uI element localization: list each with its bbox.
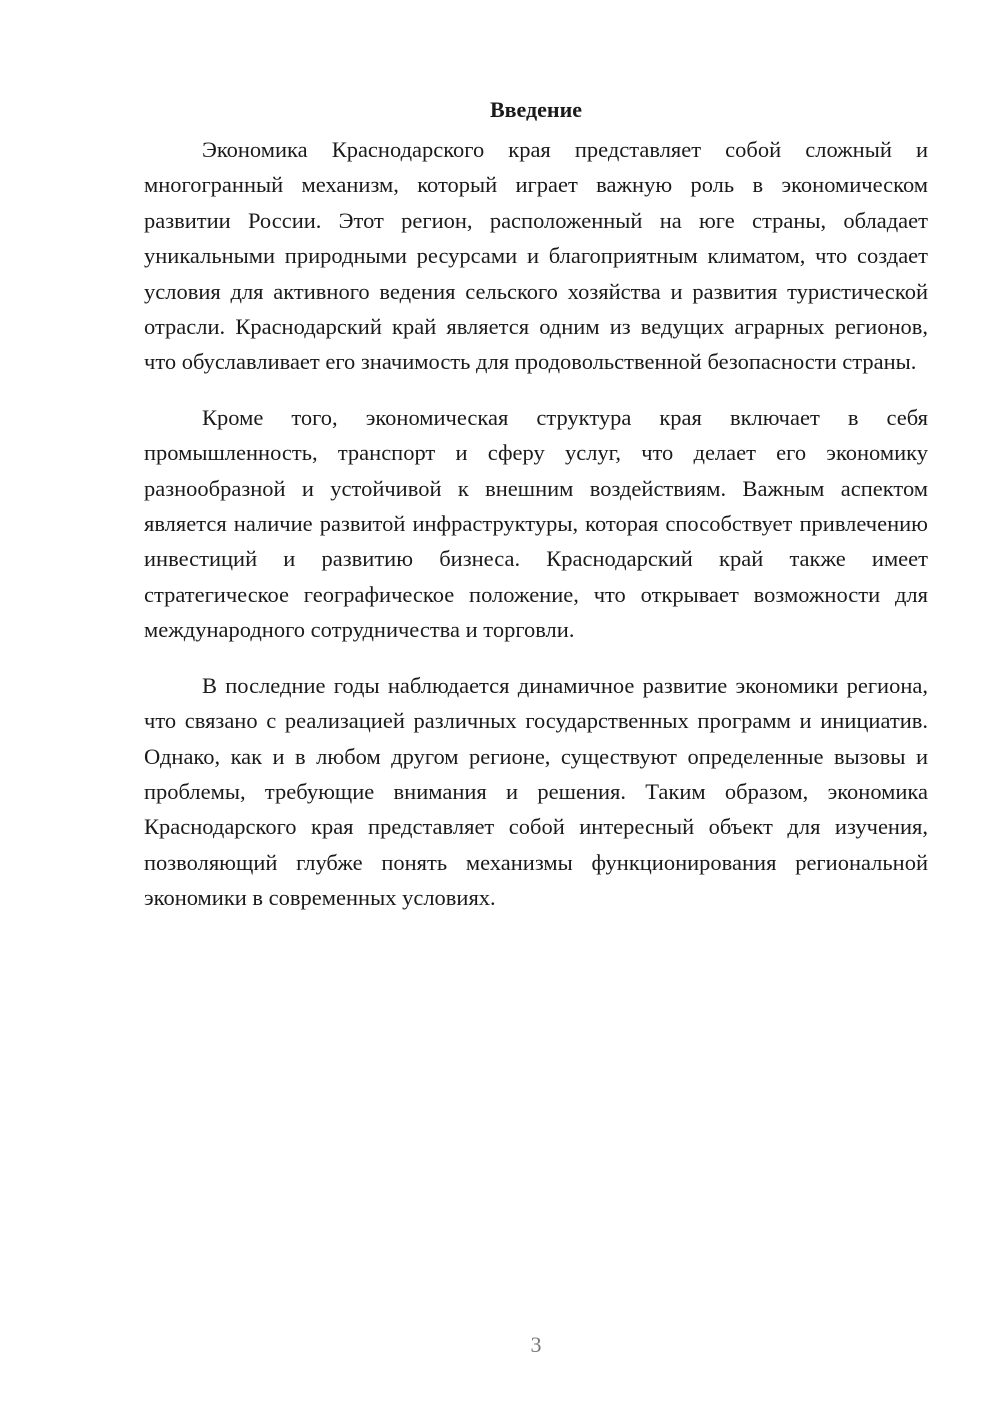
paragraph-2: Кроме того, экономическая структура края включает в себя промышленность, транспорт и сферу услуг, что делает его экономику разнообразной и устойчивой к внешним воздействиям. Важным аспектом является наличие развитой инфраструктуры, которая способствует привлечению инвестиций и развитию бизнеса. Краснодарский край также имеет стратегическое географическое положение, что открывает возможности для международного сотрудничества и торговли. [144, 404, 928, 643]
section-title: Введение [489, 97, 583, 122]
page-number: 3 [530, 1332, 542, 1357]
page-content [144, 92, 928, 936]
paragraph-1: Экономика Краснодарского края представляет собой сложный и многогранный механизм, который играет важную роль в экономическом развитии России. Этот регион, расположенный на юге страны, обладает уникальными природными ресурсами и благоприятным климатом, что создает условия для активного ведения сельского хозяйства и развития туристической отрасли. Краснодарский край является одним из ведущих аграрных регионов, что обуславливает его значимость для продовольственной безопасности страны. [144, 137, 928, 375]
paragraph-3: В последние годы наблюдается динамичное развитие экономики региона, что связано с реализацией различных государственных программ и инициатив. Однако, как и в любом другом регионе, существуют определенные вызовы и проблемы, требующие внимания и решения. Таким образом, экономика Краснодарского края представляет собой интересный объект для изучения, позволяющий глубже понять механизмы функционирования региональной экономики в современных условиях. [144, 672, 928, 911]
